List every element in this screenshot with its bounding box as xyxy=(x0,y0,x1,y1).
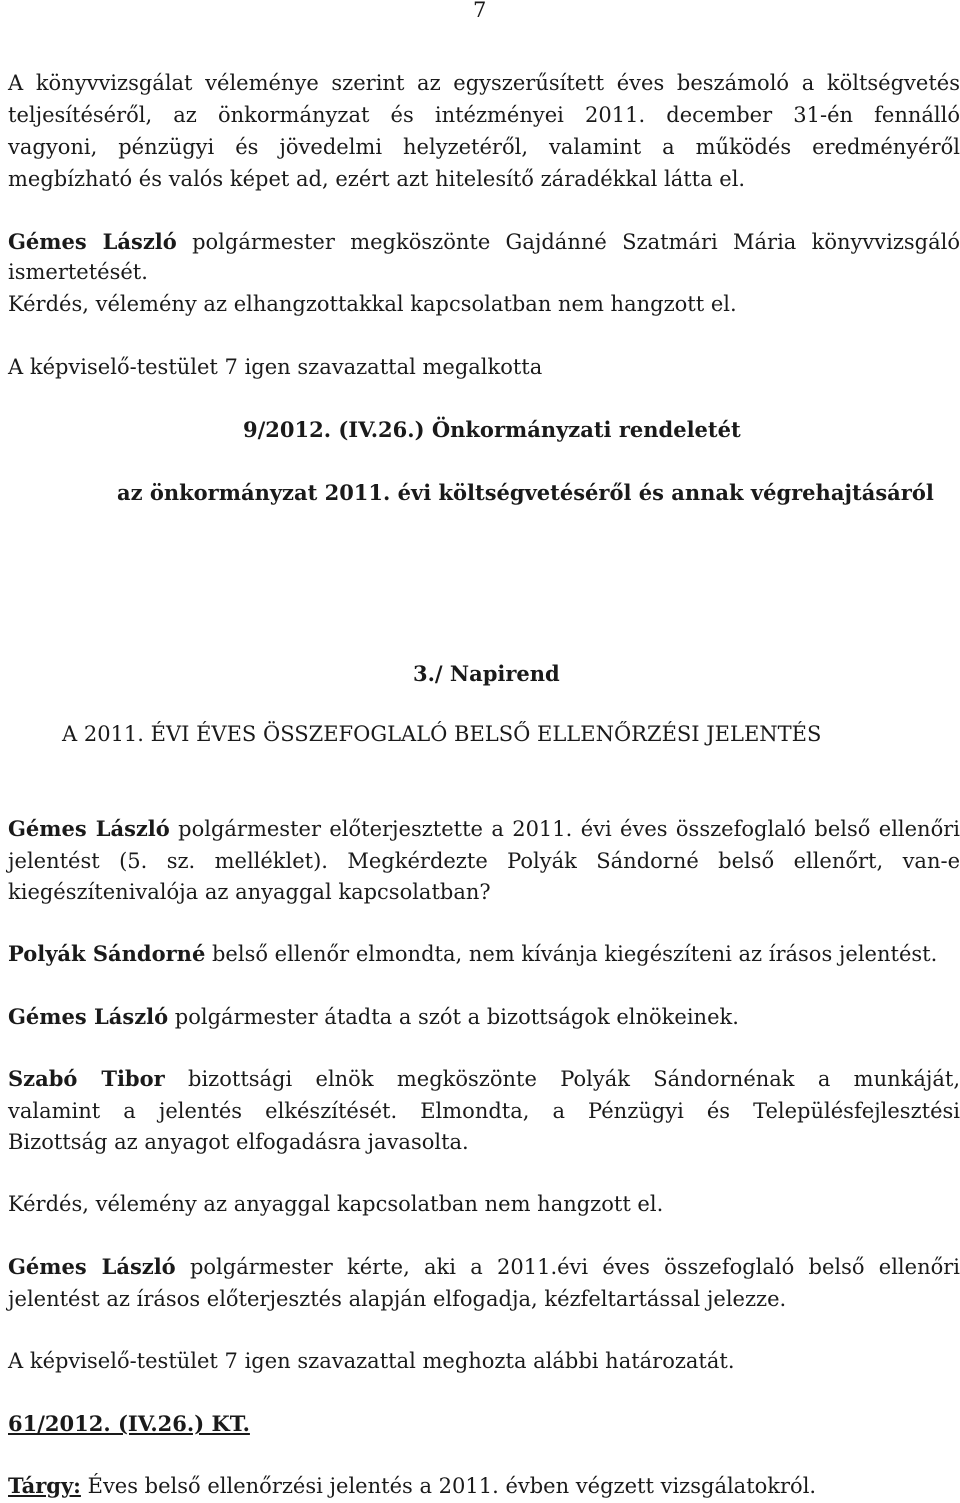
resolution-subject xyxy=(8,1470,960,1502)
paragraph-audit-line-2: teljesítéséről, az önkormányzat és intézményei 2011. december 31-én fennálló xyxy=(8,103,960,127)
speaker-name: Gémes László xyxy=(8,1004,169,1029)
paragraph-committee-line-3: Bizottság az anyagot elfogadásra javasolta. xyxy=(8,1130,469,1154)
paragraph-adopted: A képviselő-testület 7 igen szavazattal megalkotta xyxy=(8,355,543,379)
agenda-heading: 3./ Napirend xyxy=(413,661,560,686)
paragraph-committee-line-1 xyxy=(8,1063,960,1095)
paragraph-audit-line-1: A könyvvizsgálat véleménye szerint az egyszerűsített éves beszámoló a költségvetés xyxy=(8,71,960,95)
paragraph-resolution-adopted: A képviselő-testület 7 igen szavazattal meghozta alábbi határozatát. xyxy=(8,1349,735,1373)
paragraph-vote-request-line-1 xyxy=(8,1251,960,1283)
paragraph-report-line-3: kiegészítenivalója az anyaggal kapcsolatban? xyxy=(8,880,491,904)
text: polgármester kérte, aki a 2011.évi éves összefoglaló belső ellenőri xyxy=(175,1255,960,1279)
speaker-name: Szabó Tibor xyxy=(8,1066,165,1091)
decree-subject: az önkormányzat 2011. évi költségvetéséről és annak végrehajtásáról xyxy=(117,480,934,505)
paragraph-committee-line-2: valamint a jelentés elkészítését. Elmondta, a Pénzügyi és Településfejlesztési xyxy=(8,1099,960,1123)
paragraph-report-line-2: jelentést (5. sz. melléklet). Megkérdezte Polyák Sándorné belső ellenőrt, van-e xyxy=(8,849,960,873)
paragraph-vote-request-line-2: jelentést az írásos előterjesztés alapján elfogadja, kézfeltartással jelezze. xyxy=(8,1287,787,1311)
subject-text: Éves belső ellenőrzési jelentés a 2011. évben végzett vizsgálatokról. xyxy=(80,1474,817,1498)
report-title: A 2011. ÉVI ÉVES ÖSSZEFOGLALÓ BELSŐ ELLENŐRZÉSI JELENTÉS xyxy=(62,722,822,746)
speaker-name: Gémes László xyxy=(8,816,170,841)
paragraph-questions-line: Kérdés, vélemény az elhangzottakkal kapcsolatban nem hangzott el. xyxy=(8,292,737,316)
paragraph-handover xyxy=(8,1001,960,1033)
paragraph-audit-line-3: vagyoni, pénzügyi és jövedelmi helyzetéről, valamint a működés eredményéről xyxy=(8,135,960,159)
subject-label: Tárgy: xyxy=(8,1473,81,1498)
paragraph-thanks-line-2: ismertetését. xyxy=(8,260,148,284)
text: polgármester előterjesztette a 2011. évi éves összefoglaló belső ellenőri xyxy=(169,817,960,841)
decree-title: 9/2012. (IV.26.) Önkormányzati rendeletét xyxy=(243,417,741,442)
text: polgármester megköszönte Gajdánné Szatmári Mária könyvvizsgáló xyxy=(176,230,960,254)
text: belső ellenőr elmondta, nem kívánja kiegészíteni az írásos jelentést. xyxy=(205,942,938,966)
paragraph-thanks-line-1 xyxy=(8,226,960,258)
speaker-name: Polyák Sándorné xyxy=(8,941,206,966)
paragraph-auditor-response xyxy=(8,938,960,970)
speaker-name: Gémes László xyxy=(8,229,177,254)
paragraph-report-line-1 xyxy=(8,813,960,845)
text: bizottsági elnök megköszönte Polyák Sándornénak a munkáját, xyxy=(164,1067,960,1091)
paragraph-audit-line-4: megbízható és valós képet ad, ezért azt hitelesítő záradékkal látta el. xyxy=(8,167,746,191)
speaker-name: Gémes László xyxy=(8,1254,176,1279)
paragraph-no-questions: Kérdés, vélemény az anyaggal kapcsolatban nem hangzott el. xyxy=(8,1192,664,1216)
resolution-number: 61/2012. (IV.26.) KT. xyxy=(8,1411,250,1436)
text: polgármester átadta a szót a bizottságok elnökeinek. xyxy=(168,1005,739,1029)
page-number: 7 xyxy=(473,0,487,22)
